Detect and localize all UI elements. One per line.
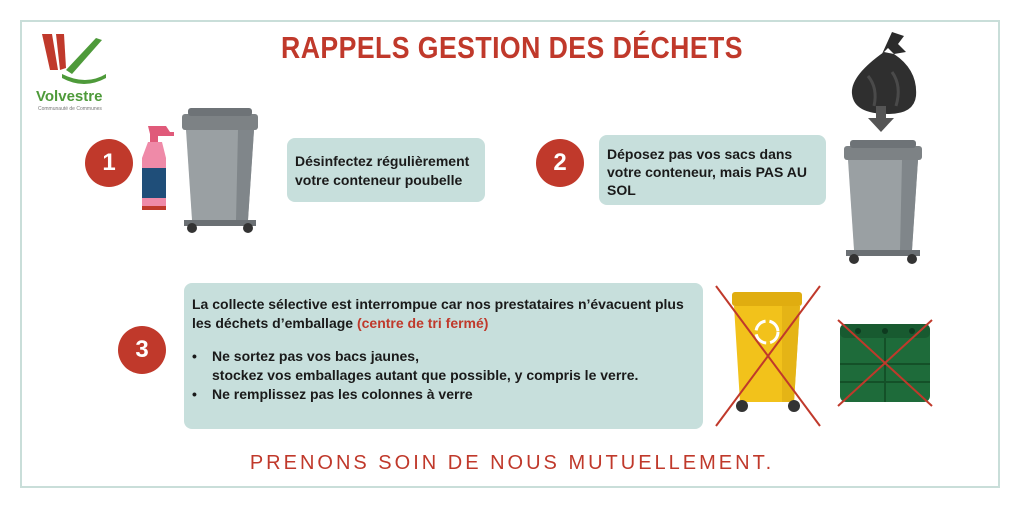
step-3-bullet-2 bbox=[192, 385, 695, 404]
step-3-bullet-1-line2: stockez vos emballages autant que possible, y compris le verre. bbox=[212, 367, 639, 383]
grey-bin-icon bbox=[840, 140, 926, 266]
step-1-badge: 1 bbox=[85, 139, 133, 187]
grey-bin-icon bbox=[178, 108, 262, 234]
bullet-dot: • bbox=[192, 348, 197, 364]
step-3-intro-line1: La collecte sélective est interrompue car nos prestataires n’évacuent plus bbox=[192, 296, 684, 312]
bullet-dot: • bbox=[192, 386, 197, 402]
yellow-recycling-bin-icon bbox=[712, 284, 824, 428]
page-title: RAPPELS GESTION DES DÉCHETS bbox=[281, 30, 743, 65]
step-3-box bbox=[184, 283, 703, 429]
step-1-box bbox=[287, 138, 485, 202]
logo-subtitle: Communauté de Communes bbox=[38, 106, 102, 112]
glass-bank-icon bbox=[836, 318, 934, 408]
step-2-badge: 2 bbox=[536, 139, 584, 187]
step-3-intro-text: les déchets d’emballage bbox=[192, 315, 354, 331]
arrow-down-icon bbox=[866, 106, 896, 132]
step-3-intro-highlight: (centre de tri fermé) bbox=[356, 315, 489, 331]
step-1-text-line2: votre conteneur poubelle bbox=[295, 172, 463, 188]
step-3-bullet-1-line1: Ne sortez pas vos bacs jaunes, bbox=[212, 348, 419, 364]
step-3-intro-line2 bbox=[192, 314, 695, 333]
logo-name: Volvestre bbox=[36, 88, 103, 105]
step-2-text-line1: Déposez pas vos sacs dans bbox=[607, 146, 793, 162]
step-2-text-line2: votre conteneur, mais bbox=[607, 164, 752, 180]
step-2-box bbox=[599, 135, 826, 205]
footer-slogan: PRENONS SOIN DE NOUS MUTUELLEMENT. bbox=[249, 452, 775, 474]
step-3-bullet-1 bbox=[192, 347, 695, 366]
step-1-text-line1: Désinfectez régulièrement bbox=[295, 153, 470, 169]
step-2-text-line3: PAS AU SOL bbox=[607, 164, 807, 198]
spray-bottle-icon bbox=[136, 122, 176, 214]
step-3-bullet-2-text: Ne remplissez pas les colonnes à verre bbox=[212, 386, 473, 402]
step-3-badge: 3 bbox=[118, 326, 166, 374]
